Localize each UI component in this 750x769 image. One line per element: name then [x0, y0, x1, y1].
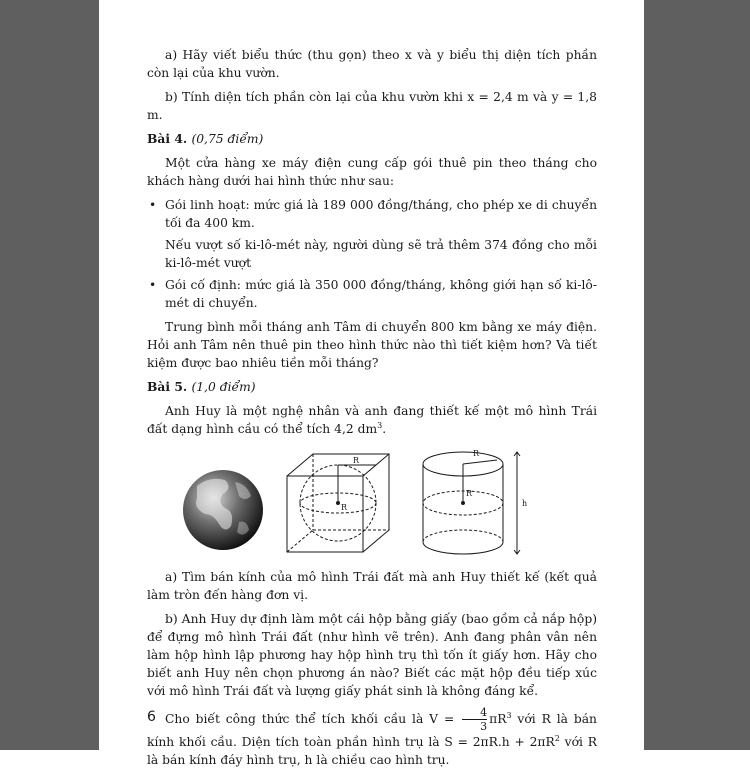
- book-page: [99, 0, 644, 767]
- cube-radius-top-label: R: [353, 456, 360, 465]
- fraction-four-thirds: $\frac{4}{3}$: [462, 706, 487, 733]
- right-margin-bar: [644, 0, 750, 750]
- bai4-question: Trung bình mỗi tháng anh Tâm di chuyển 800 km bằng xe máy điện. Hỏi anh Tâm nên thuê pin theo hình thức nào thì tiết kiệm hơn? Và tiết kiệm được bao nhiêu tiền mỗi tháng?: [147, 320, 597, 370]
- earth-globe-image: [183, 470, 263, 550]
- option-flexible: Gói linh hoạt: mức giá là 189 000 đồng/tháng, cho phép xe di chuyển tối đa 400 km.: [165, 198, 597, 230]
- cylinder-diagram: [423, 452, 520, 554]
- bai4-heading: [147, 130, 597, 148]
- bai5-intro: Anh Huy là một nghệ nhân và anh đang thiết kế một mô hình Trái đất dạng hình cầu có thể tích 4,2 $dm^3$.: [147, 404, 597, 436]
- bai4-label: Bài 4.: [147, 131, 188, 146]
- cylinder-height-label: h: [522, 499, 528, 508]
- cube-diagram: [287, 454, 389, 552]
- bai5-label: Bài 5.: [147, 379, 188, 394]
- figures-svg: [147, 442, 597, 562]
- option-fixed: Gói cố định: mức giá là 350 000 đồng/tháng, không giới hạn số ki-lô-mét di chuyển.: [165, 278, 597, 310]
- cube-radius-label: R: [341, 503, 348, 512]
- question-4a: a) Hãy viết biểu thức (thu gọn) theo x và y biểu thị diện tích phần còn lại của khu vườn.: [147, 48, 597, 80]
- question-4b: b) Tính diện tích phần còn lại của khu vườn khi x = 2,4 m và y = 1,8 m.: [147, 90, 597, 122]
- cylinder-radius-top-label: R: [473, 449, 480, 458]
- bai5-heading: [147, 378, 597, 396]
- bai4-options-list: [147, 196, 597, 312]
- list-item: [147, 276, 597, 312]
- bai4-points: (0,75 điểm): [191, 132, 264, 146]
- question-5b: b) Anh Huy dự định làm một cái hộp bằng giấy (bao gồm cả nắp hộp) để đựng mô hình Trái đất (như hình vẽ trên). Anh đang phân vân nên làm hộp hình lập phương hay hộp hình trụ thì tốn ít giấy hơn. Hãy cho biết anh Huy nên chọn phương án nào? Biết các mặt hộp đều tiếp xúc với mô hình Trái đất và lượng giấy phát sinh là không đáng kể.: [147, 612, 597, 698]
- bullet-icon: •: [149, 278, 157, 292]
- bullet-icon: •: [149, 198, 157, 212]
- question-5a: a) Tìm bán kính của mô hình Trái đất mà anh Huy thiết kế (kết quả làm tròn đến hàng đơn vị.: [147, 570, 597, 602]
- left-margin-bar: [0, 0, 99, 750]
- bai4-intro: Một cửa hàng xe máy điện cung cấp gói thuê pin theo tháng cho khách hàng dưới hai hình thức như sau:: [147, 156, 597, 188]
- figures-row: [147, 442, 597, 562]
- bai5-points: (1,0 điểm): [191, 380, 256, 394]
- option-flexible-extra: Nếu vượt số ki-lô-mét này, người dùng sẽ trả thêm 374 đồng cho mỗi ki-lô-mét vượt: [165, 238, 597, 270]
- formula-note: Cho biết công thức thể tích khối cầu là V = $\frac{4}{3}$ $\pi R^3$ với R là bán kính khối cầu. Diện tích toàn phần hình trụ là $S = 2\pi R.h + 2\pi R^2$ với R là bán kính đáy hình trụ, h là chiều cao hình trụ.: [147, 706, 597, 767]
- list-item: [147, 196, 597, 272]
- page-content: [147, 46, 597, 769]
- cylinder-radius-label: R: [466, 489, 473, 498]
- page-number: 6: [147, 709, 156, 725]
